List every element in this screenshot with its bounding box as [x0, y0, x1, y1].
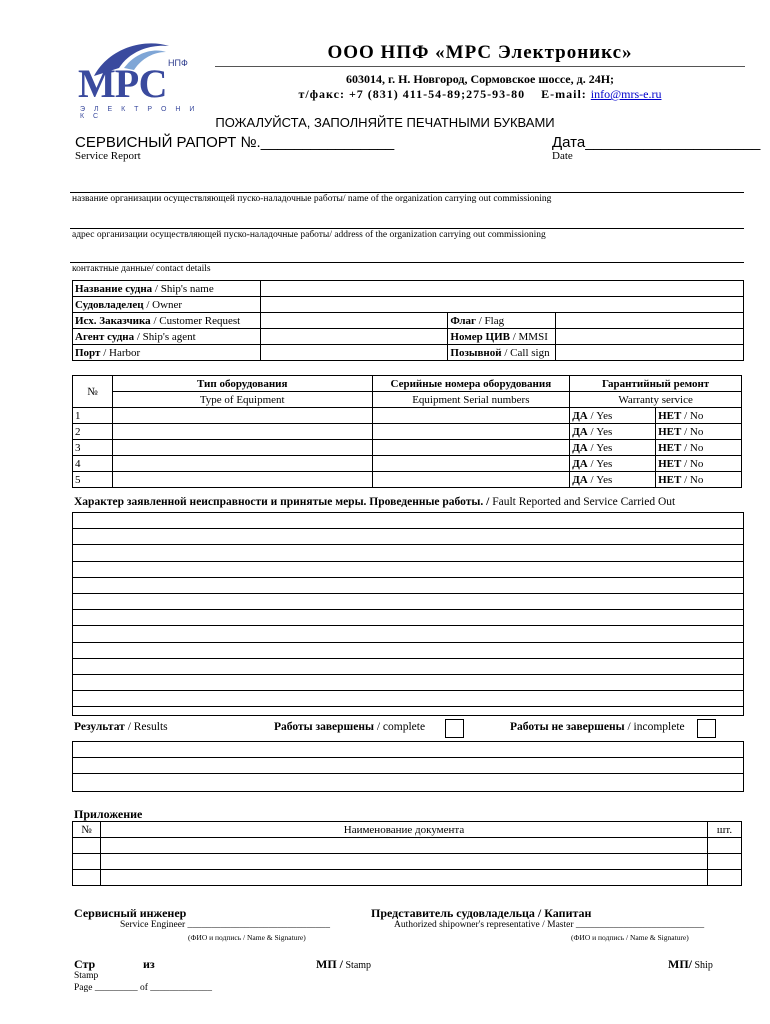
owner-signature-line[interactable]: Authorized shipowner's representative / Master ___________________________ [394, 920, 705, 930]
equip-row-number: 3 [73, 440, 113, 456]
equipment-table [72, 375, 742, 488]
agent-label: Агент судна / Ship's agent [73, 329, 261, 345]
mmsi-label: Номер ЦИВ / MMSI [448, 329, 556, 345]
org-name-line[interactable] [70, 192, 744, 193]
equip-serial-header: Серийные номера оборудования [372, 376, 570, 392]
port-label: Порт / Harbor [73, 345, 261, 361]
email-label: E-mail: [541, 87, 587, 101]
equip-type-header: Тип оборудования [112, 376, 372, 392]
ship-name-label: Название судна / Ship's name [73, 281, 261, 297]
complete-checkbox[interactable] [445, 719, 464, 738]
request-label: Исх. Заказчика / Customer Request [73, 313, 261, 329]
org-address-line[interactable] [70, 228, 744, 229]
port-field[interactable] [260, 345, 448, 361]
equip-row-number: 5 [73, 472, 113, 488]
page-of-label: из [143, 957, 155, 971]
company-phone: т/факс: +7 (831) 411-54-89;275-93-80 [298, 87, 526, 101]
appendix-qty-cell[interactable] [708, 854, 742, 870]
table-row [73, 440, 742, 456]
print-instruction: ПОЖАЛУЙСТА, ЗАПОЛНЯЙТЕ ПЕЧАТНЫМИ БУКВАМИ [215, 115, 555, 130]
warranty-no-option[interactable]: НЕТ / No [656, 440, 742, 456]
equip-row-number: 1 [73, 408, 113, 424]
appendix-no-cell[interactable] [73, 870, 101, 886]
engineer-signature-line[interactable]: Service Engineer ______________________________ [120, 920, 331, 930]
owner-field[interactable] [260, 297, 743, 313]
header-divider [215, 66, 745, 67]
equip-row-number: 2 [73, 424, 113, 440]
equip-serial-cell[interactable] [372, 408, 570, 424]
date-subtitle: Date [552, 150, 573, 162]
equip-type-cell[interactable] [112, 424, 372, 440]
table-row [73, 854, 742, 870]
appendix-no-cell[interactable] [73, 838, 101, 854]
company-address: 603014, г. Н. Новгород, Сормовское шоссе, д. 24Н; [345, 72, 615, 86]
warranty-yes-option[interactable]: ДА / Yes [570, 408, 656, 424]
company-contacts [230, 87, 730, 102]
equip-type-cell[interactable] [112, 456, 372, 472]
ship-name-field[interactable] [260, 281, 743, 297]
owner-signature-hint: (ФИО и подпись / Name & Signature) [571, 933, 689, 942]
owner-rep-label: Представитель судовладельца / Капитан [371, 906, 592, 920]
warranty-yes-option[interactable]: ДА / Yes [570, 440, 656, 456]
warranty-no-option[interactable]: НЕТ / No [656, 408, 742, 424]
equip-serial-cell[interactable] [372, 440, 570, 456]
page-en-label[interactable]: Page _________ of _____________ [74, 983, 213, 993]
callsign-label: Позывной / Call sign [448, 345, 556, 361]
equip-serial-header-en: Equipment Serial numbers [372, 392, 570, 408]
warranty-header: Гарантийный ремонт [570, 376, 742, 392]
engineer-signature-hint: (ФИО и подпись / Name & Signature) [188, 933, 306, 942]
warranty-yes-option[interactable]: ДА / Yes [570, 424, 656, 440]
contacts-line[interactable] [70, 262, 744, 263]
appendix-qty-cell[interactable] [708, 870, 742, 886]
report-subtitle: Service Report [75, 150, 141, 162]
equip-no-header: № [73, 376, 113, 408]
equip-serial-cell[interactable] [372, 456, 570, 472]
appendix-qty-header: шт. [708, 822, 742, 838]
appendix-doc-header: Наименование документа [100, 822, 707, 838]
equip-type-cell[interactable] [112, 440, 372, 456]
appendix-doc-cell[interactable] [100, 870, 707, 886]
equip-type-cell[interactable] [112, 472, 372, 488]
appendix-doc-cell[interactable] [100, 854, 707, 870]
request-field[interactable] [260, 313, 448, 329]
org-address-label: адрес организации осуществляющей пуско-наладочные работы/ address of the organization carrying out commissioning [72, 230, 546, 240]
appendix-doc-cell[interactable] [100, 838, 707, 854]
appendix-no-header: № [73, 822, 101, 838]
equip-row-number: 4 [73, 456, 113, 472]
equip-serial-cell[interactable] [372, 424, 570, 440]
table-row [73, 424, 742, 440]
page-label: Стр [74, 957, 96, 971]
equip-serial-cell[interactable] [372, 472, 570, 488]
flag-label: Флаг / Flag [448, 313, 556, 329]
equip-type-header-en: Type of Equipment [112, 392, 372, 408]
warranty-no-option[interactable]: НЕТ / No [656, 472, 742, 488]
table-row [73, 870, 742, 886]
company-name: ООО НПФ «МРС Электроникс» [327, 42, 633, 63]
fault-title: Характер заявленной неисправности и принятые меры. Проведенные работы. / Fault Reported and Service Carried Out [74, 496, 676, 508]
warranty-yes-option[interactable]: ДА / Yes [570, 456, 656, 472]
table-row [73, 408, 742, 424]
email-link[interactable]: info@mrs-e.ru [590, 87, 662, 101]
warranty-yes-option[interactable]: ДА / Yes [570, 472, 656, 488]
ship-stamp-label: МП/ Ship [668, 957, 713, 971]
logo-brand: МРС [78, 61, 167, 106]
appendix-qty-cell[interactable] [708, 838, 742, 854]
company-logo [74, 38, 204, 120]
date-title: Дата_____________________ [552, 134, 761, 151]
incomplete-checkbox[interactable] [697, 719, 716, 738]
results-label: Результат / Results [74, 721, 168, 733]
contacts-label: контактные данные/ contact details [72, 264, 211, 274]
ship-info-table [72, 280, 744, 361]
table-row [73, 838, 742, 854]
flag-field[interactable] [556, 313, 744, 329]
appendix-table [72, 821, 742, 886]
stamp-en-label: Stamp [74, 971, 99, 981]
appendix-no-cell[interactable] [73, 854, 101, 870]
equip-type-cell[interactable] [112, 408, 372, 424]
complete-label: Работы завершены / complete [274, 721, 426, 733]
logo-npf: НПФ [168, 58, 188, 68]
results-area[interactable] [72, 741, 744, 792]
warranty-no-option[interactable]: НЕТ / No [656, 424, 742, 440]
warranty-no-option[interactable]: НЕТ / No [656, 456, 742, 472]
fault-description-area[interactable] [72, 512, 744, 716]
org-name-label: название организации осуществляющей пуско-наладочные работы/ name of the organization carrying out commissioning [72, 194, 552, 204]
incomplete-label: Работы не завершены / incomplete [510, 721, 685, 733]
engineer-label: Сервисный инженер [74, 906, 187, 920]
callsign-field[interactable] [556, 345, 744, 361]
table-row [73, 472, 742, 488]
agent-field[interactable] [260, 329, 448, 345]
mmsi-field[interactable] [556, 329, 744, 345]
logo-subtitle: Э Л Е К Т Р О Н И К С [80, 106, 198, 120]
stamp-label: МП / Stamp [316, 957, 372, 971]
report-title: СЕРВИСНЫЙ РАПОРТ №.________________ [75, 134, 395, 151]
appendix-title: Приложение [74, 807, 143, 821]
table-row [73, 456, 742, 472]
owner-label: Судовладелец / Owner [73, 297, 261, 313]
warranty-header-en: Warranty service [570, 392, 742, 408]
